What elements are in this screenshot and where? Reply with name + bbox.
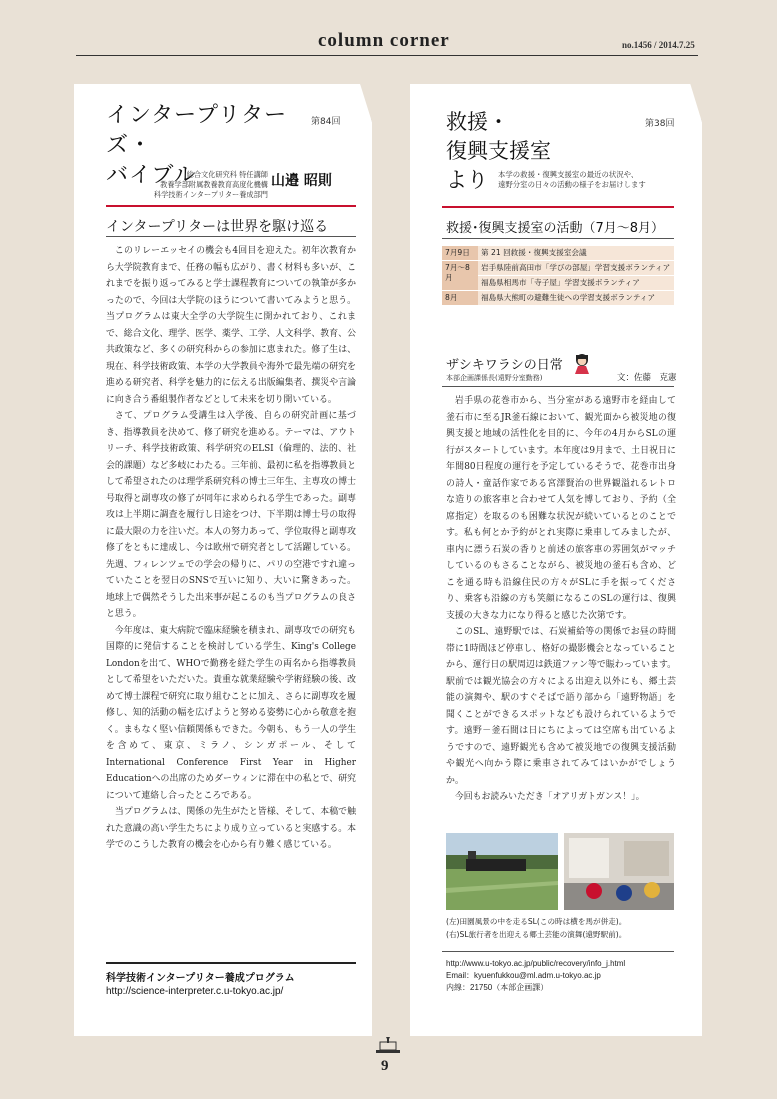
left-red-rule	[106, 205, 356, 207]
photo-caption: (左)田園風景の中を走るSL(この時は横を馬が併走)。 (右)SL旅行者を出迎える郷土芸能の演舞(遠野駅前)。	[446, 917, 627, 939]
sl-train-image	[446, 833, 558, 910]
right-serial-number: 第38回	[645, 119, 675, 129]
table-row: 7月9日 第 21 回救援・復興支援室会議	[442, 246, 674, 261]
right-paragraph: このSL、遠野駅では、石炭補給等の関係でお昼の時間帯に1時間ほど停車し、格好の撮影機会となっていることから、運行日の駅周辺は鉄道ファン等で賑わっています。駅前では観光協会の方々による出迎え以外にも、郷土芸能の演舞や、駅のすぐそばで語り部から「遠野物語」を聞くことができるスポットなども設けられているようです。遠野－釜石間は日にちによっては空席も出ているようですので、遠野観光も含めて被災地での復興支援活動や観光へ向かう際に乗車されてみてはいかがでしょうか。	[446, 627, 676, 786]
contact-url-link[interactable]: http://www.u-tokyo.ac.jp/public/recovery/info_j.html	[446, 959, 626, 968]
page-number: 9	[381, 1058, 389, 1074]
zashiki-author: 文：佐藤 克憲	[617, 373, 677, 383]
left-subhead-underline	[106, 236, 356, 237]
contact-divider	[442, 951, 674, 952]
header-divider	[76, 55, 698, 56]
right-column-description: 本学の救援・復興支援室の最近の状況や、 遠野分室の日々の活動の様子をお届けします	[498, 170, 646, 189]
right-red-rule	[442, 206, 674, 208]
zashiki-author-affiliation: 本部企画課係長(遠野分室勤務)	[446, 374, 543, 382]
sl-train-photo	[446, 833, 558, 910]
table-row: 福島県相馬市「寺子屋」学習支援ボランティア	[442, 276, 674, 291]
zashiki-underline	[442, 386, 674, 387]
zashiki-title: ザシキワラシの日常	[446, 358, 563, 373]
left-column-title: インタープリターズ・ バイブル	[106, 103, 288, 188]
issue-number: no.1456 / 2014.7.25	[622, 40, 695, 50]
activity-table	[442, 246, 674, 306]
left-paragraph: 当プログラムは、関係の先生がたと皆様、そして、本稿で触れた意識の高い学生たちにより成り立っていると実感する。本学でのこうした教育の機会を心から有り難く感じている。	[106, 807, 356, 850]
folk-dance-photo	[564, 833, 674, 910]
right-subhead: 救援･復興支援室の活動（7月〜8月）	[446, 221, 665, 236]
column-corner-title: column corner	[318, 30, 450, 51]
left-paragraph: このリレーエッセイの機会も4回目を迎えた。初年次教育から大学院教育まで、任務の幅も広がり、書く材料も多いが、これまでを振り返ってみると学士課程教育についての執筆が多かったので、今回は大学院のほうについて書いてみようと思う。当プログラムは東大全学の大学院生に開かれており、これまで、総合文化、理学、医学、薬学、工学、人文科学、教育、公共政策など、多くの研究科からの参加に恵まれた。修了生は、現在、科学技術政策、本学の大学教員や海外で最先端の研究を進める研究者、科学を魅力的に伝える出版編集者、撰災や言論に向き合う番組製作者などとして未来を切り開いている。	[106, 246, 356, 405]
right-paragraph: 岩手県の花巻市から、当分室がある遠野市を経由して釜石市に至るJR釜石線において、観光面から被災地の復興支援と地域の活性化を目的に、今年の4月からSLの運行がスタートしています。本年度は9月まで、土日祝日に年間80日程度の運行を予定しているそうで、花巻市出身の詩人・童話作家である宮澤賢治の世界観溢れるレトロな造りの旅客車と合わせて人気を博しており、予約（全席指定）を取るのも困難な状況が続いているとのことです。私も何とか予約がとれ実際に乗車してみましたが、車内に漂う石炭の香りと前述の旅客車の雰囲気がマッチしているのもさることながら、被災地の釜石も含め、どこを通る時も沿線住民の方々がSLに手を振ってくださり、乗客も沿線の方も笑顔になるこのSLの運行は、復興支援の大きな力になり得ると感じた次第です。	[446, 396, 676, 621]
program-url-link[interactable]: http://science-interpreter.c.u-tokyo.ac.jp/	[106, 986, 284, 997]
left-serial-number: 第84回	[311, 117, 341, 127]
right-article-body	[446, 393, 676, 806]
table-row: 8月 福島県大熊町の避難生徒への学習支援ボランティア	[442, 291, 674, 306]
right-paragraph: 今回もお読みいただき「オアリガトガンス！」。	[454, 792, 645, 802]
left-article-body	[106, 243, 356, 854]
zashiki-girl-icon	[572, 352, 592, 374]
left-paragraph: 今年度は、東大病院で臨床経験を積まれ、副専攻での研究も国際的に発信することを検討している学生、King's College Londonを出て、WHOで勤務を経た学生の両名から指導教員として希望をいただいた。貴重な就業経験や学術経験の後、改めて博士課程で研究に取り組むことに加え、さらに副専攻を履修し、知的活動の幅を広げようと努める姿勢に心から敬意を抱く。まもなく堅い信頼関係もできた。今朝も、もう一人の学生を含めて、東京、ミラノ、シンガポール、そしてInternational Conference First Year in Higher Educationへの出席のためダーウィンに滞在中の私とで、研究について連絡し合ったところである。	[106, 625, 356, 801]
left-subhead: インタープリターは世界を駆け巡る	[106, 219, 329, 235]
folk-dance-image	[564, 833, 674, 910]
program-title: 科学技術インタープリター養成プログラム	[106, 973, 295, 984]
contact-extension: 内線：21750（本部企画課）	[446, 983, 549, 992]
right-column-title: 救援・ 復興支援室 より	[446, 110, 551, 192]
table-row: 7月〜8月 岩手県陸前高田市「学びの部屋」学習支援ボランティア	[442, 261, 674, 276]
contact-email-link[interactable]: Email：kyuenfukkou@ml.adm.u-tokyo.ac.jp	[446, 971, 601, 980]
university-emblem-icon	[372, 1036, 404, 1056]
contact-info	[446, 958, 625, 994]
program-rule	[106, 962, 356, 964]
left-author-name: 山邉 昭則	[271, 173, 332, 189]
author-affiliation: 総合文化研究科 特任講師 教養学部附属教養教育高度化機構 科学技術インタープリター養成部門	[153, 170, 268, 199]
right-subhead-underline	[442, 238, 674, 239]
left-paragraph: さて、プログラム受講生は入学後、自らの研究計画に基づき、指導教員を決めて、修了研究を進める。テーマは、アウトリーチ、科学技術政策、科学研究のELSI（倫理的、法的、社会的課題）など多岐にわたる。三年前、最初に私を指導教員として希望されたのは理学系研究科の博士三年生、主専攻の博士号取得と副専攻の修了が同年に求められる学生であった。副専攻は上半期に調査を履行し日途をつけ、下半期は博士号の取得に最大限の力を注いだ。本人の努力あって、学位取得と副専攻修了をともに達成し、今は欧州で研究者として活躍している。先週、フィレンツェでの学会の帰りに、パリの空港ですれ違っていたことを翌日のSNSで互いに知り、大いに驚きあった。地球上で偶然そうした出来事が起こるのも当プログラムの良さと思う。	[106, 411, 356, 619]
